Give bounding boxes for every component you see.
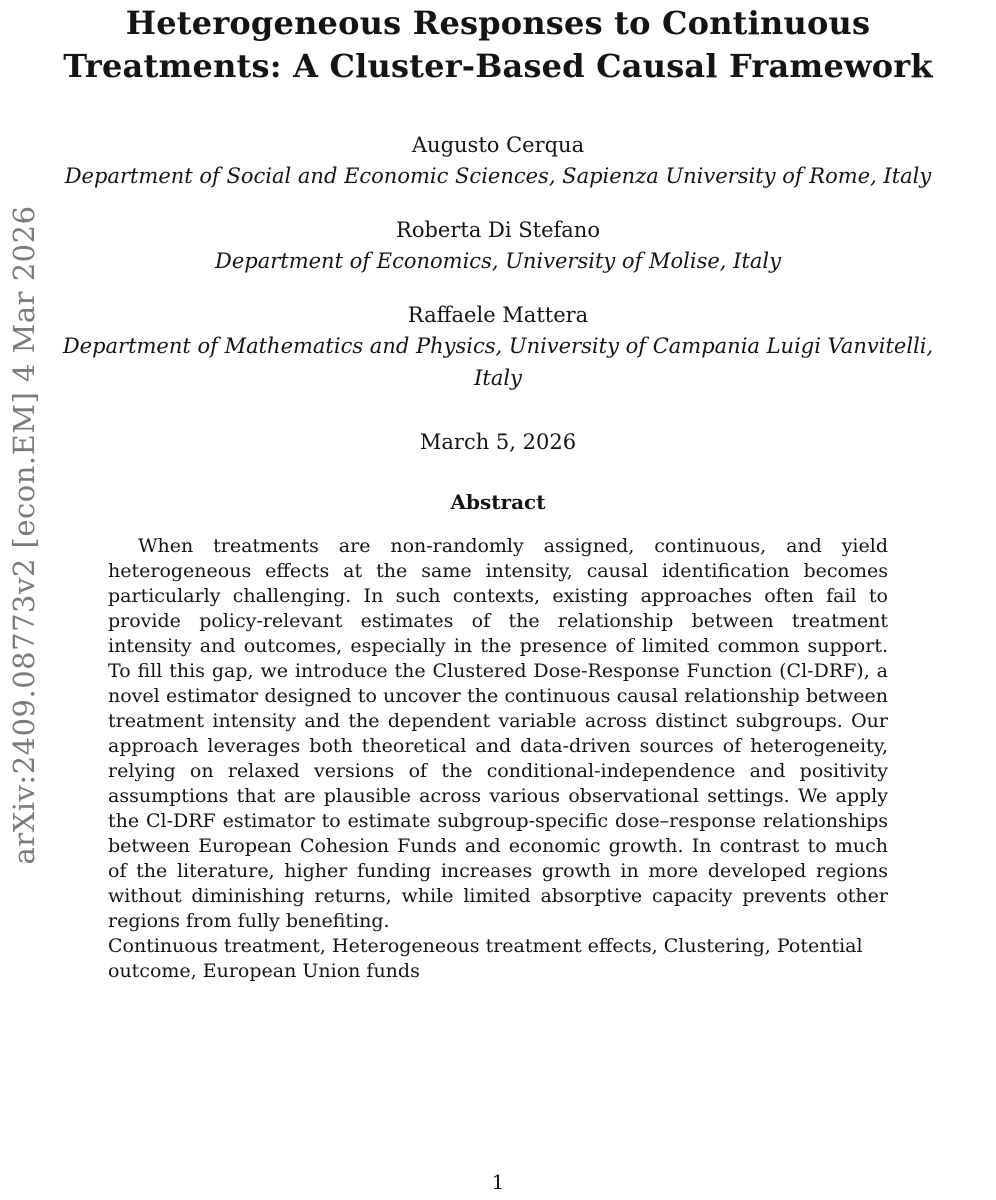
author-name: Augusto Cerqua (411, 133, 585, 158)
author-affiliation: Department of Economics, University of Molise, Italy (215, 249, 781, 274)
author-list (53, 131, 943, 394)
abstract-body: When treatments are non-randomly assigned, continuous, and yield heterogeneous effects at the same intensity, causal identification becomes particularly challenging. In such contexts, existing approaches often fail to provide policy-relevant estimates of the relationship between treatment intensity and outcomes, especially in the presence of limited common support. To fill this gap, we introduce the Clustered Dose-Response Function (Cl-DRF), a novel estimator designed to uncover the continuous causal relationship between treatment intensity and the dependent variable across distinct subgroups. Our approach leverages both theoretical and data-driven sources of heterogeneity, relying on relaxed versions of the conditional-independence and positivity assumptions that are plausible across various observational settings. We apply the Cl-DRF estimator to estimate subgroup-specific dose–response relationships between European Cohesion Funds and economic growth. In contrast to much of the literature, higher funding increases growth in more developed regions without diminishing returns, while limited absorptive capacity prevents other regions from fully benefiting. (108, 535, 888, 933)
author-affiliation: Department of Social and Economic Sciences, Sapienza University of Rome, Italy (64, 164, 932, 189)
abstract-heading: Abstract (450, 490, 546, 515)
paper-date: March 5, 2026 (419, 430, 577, 455)
author-block (53, 301, 943, 394)
author-block (53, 131, 943, 193)
author-block (53, 216, 943, 278)
author-affiliation: Department of Mathematics and Physics, University of Campania Luigi Vanvitelli, Italy (62, 334, 934, 390)
abstract-keywords: Continuous treatment, Heterogeneous treatment effects, Clustering, Potential outcome, European Union funds (108, 935, 863, 983)
paper-page (53, 0, 943, 984)
paper-title: Heterogeneous Responses to Continuous Treatments: A Cluster-Based Causal Framework (63, 4, 933, 85)
abstract-section (53, 490, 943, 984)
author-name: Roberta Di Stefano (396, 217, 600, 242)
author-name: Raffaele Mattera (407, 302, 589, 327)
page-number: 1 (491, 1170, 505, 1194)
arxiv-stamp: arXiv:2409.08773v2 [econ.EM] 4 Mar 2026 (7, 205, 41, 865)
